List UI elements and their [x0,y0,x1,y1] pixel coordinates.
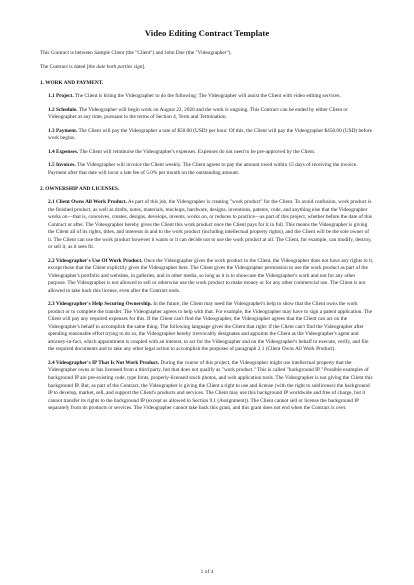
clause-1-3 [48,128,374,143]
dated-placeholder: the date both parties sign [88,63,143,70]
clause-title: 2.1 Client Owns All Work Product. [48,199,127,206]
parties-paragraph: This Contract is between Sample Client (the "Client") and John Doe (the "Videographer"). [40,50,232,56]
clause-text: The Videographer will begin work on August 22, 2020 and the work is ongoing. This Contract can be ended by either Client or Videographer at any time, pursuant to the terms of Section 4, Term and Termination. [48,106,348,121]
section-body-ownership-licenses [40,199,374,412]
clause-1-2 [48,107,374,122]
dated-prefix: The Contract is dated [ [40,63,89,70]
clause-1-1 [48,93,374,101]
clause-2-1 [48,199,374,252]
page-number: 1 of 4 [200,569,214,575]
clause-title: 2.2 Videographer's Use Of Work Product. [48,257,143,264]
section-heading-work-payment: 1. WORK AND PAYMENT. [40,80,104,87]
clause-title: 2.4 Videographer's IP That Is Not Work Product. [48,359,160,366]
clause-title: 1.5 Invoices. [48,162,76,169]
clause-1-5 [48,162,374,177]
clause-text: Once the Videographer gives the work product to the Client, the Videographer does not have any rights to it, except those that the Client explicitly gives the Videographer here. The Client gives the Videographer permission to use the work product as part of the Videographer's portfolio and websites, in galleries, and in other media, so long as it is to showcase the Videographer's work and not for any other purpose. The Videographer is not allowed to sell or otherwise use the work product to make money or for any other commercial use. The Client is not allowed to take back this license, even after the Contract ends. [48,257,374,294]
clause-text: In the future, the Client may need the Videographer's help to show that the Client owns the work product or to complete the transfer. The Videographer agrees to help with that. For example, the Videographer may have to sign a patent application. The Client will pay any required expenses for this. If the Client can't find the Videographer, the Videographer agrees that the Client can act on the Videographer's behalf to accomplish the same thing. The following language gives the Client that right: if the Client can't find the Videographer after spending reasonable effort trying to do so, the Videographer hereby irrevocably designates and appoints the Client as the Videographer's agent and attorney-in-fact, which appointment is coupled with an interest, to act for the Videographer and on the Videographer's behalf to execute, verify, and file the required documents and to take any other legal action to accomplish the purposes of paragraph 2.1 (Client Owns All Work Product). [48,301,373,353]
clause-text: As part of this job, the Videographer is creating "work product" for the Client. To avoid confusion, work product is the finished product, as well as drafts, notes, materials, mockups, hardware, designs, inventions, patents, code, and anything else that the Videographer works on—that is, conceives, creates, designs, develops, invents, works on, or reduces to practice—as part of this project, whether before the date of this Contract or after. The Videographer hereby gives the Client this work product once the Client pays for it in full. This means the Videographer is giving the Client all of its rights, titles, and interests in and to the work product (including intellectual property rights), and the Client will be the sole owner of it. The Client can use the work product however it wants or it can decide not to use the work product at all. The Client, for example, can modify, destroy, or sell it, as it sees fit. [48,199,373,251]
clause-2-4 [48,360,374,413]
clause-text: The Videographer will invoice the Client weekly. The Client agrees to pay the amount owed within 15 days of receiving the invoice. Payment after that date will incur a late fee of 5.0% per month on the outstanding amount. [48,162,358,176]
section-body-work-payment [40,93,374,177]
clause-title: 1.3 Payment. [48,127,78,134]
clause-text: During the course of this project, the Videographer might use intellectual property that the Videographer owns or has licensed from a third party, but that does not qualify as "work product." This is called "background IP." Possible examples of background IP are pre-existing code, type fonts, properly-licensed stock photos, and web application tools. The Videographer is not giving the Client this background IP. But, as part of the Contract, the Videographer is giving the Client a right to use and license (with the right to sublicense) the background IP to develop, market, sell, and support the Client's products and services. The Client may use this background IP worldwide and free of charge, but it cannot transfer its rights to the background IP (except as allowed in Section 9.1 (Assignment)). The Client cannot sell or license the background IP separately from its products or services. The Videographer cannot take back this grant, and this grant does not end when the Contract is over. [48,359,373,412]
clause-title: 2.3 Videographer's Help Securing Ownership. [48,301,152,308]
dated-suffix: ]. [142,63,146,70]
clause-title: 1.2 Schedule. [48,106,78,113]
clause-text: The Client will pay the Videographer a rate of $50.00 (USD) per hour. Of this, the Client will pay the Videographer $450.00 (USD) before work begins. [48,127,373,142]
section-heading-ownership-licenses: 2. OWNERSHIP AND LICENSES. [40,186,120,193]
clause-text: The Client will reimburse the Videographer's expenses. Expenses do not need to be pre-approved by the Client. [79,148,316,155]
clause-title: 1.4 Expenses. [48,148,79,155]
dated-paragraph [40,64,374,72]
clause-text: The Client is hiring the Videographer to do the following: The Videographer will assist the Client with video editing services. [74,93,341,100]
clause-2-3 [48,301,374,354]
clause-title: 1.1 Project. [48,93,74,100]
document-title: Video Editing Contract Template [144,28,270,38]
clause-2-2 [48,258,374,296]
clause-1-4 [48,149,374,157]
